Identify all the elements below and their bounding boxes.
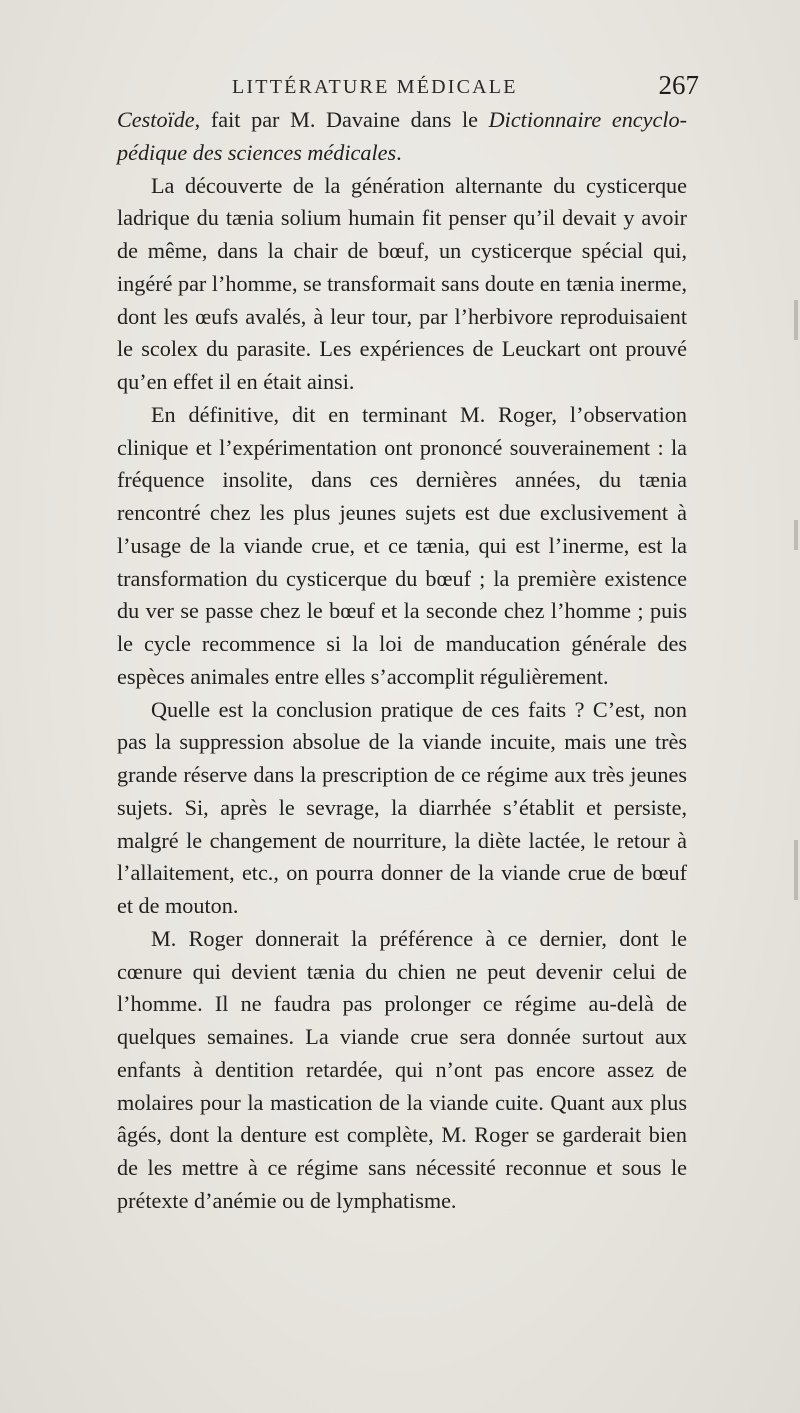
body-text xyxy=(117,104,687,1218)
paragraph-3: En définitive, dit en terminant M. Roger, l’observation clinique et l’expérimentation ont prononcé souverainement : la fréquence insolite, dans ces dernières années, du tænia rencontré chez les plus jeunes sujets est due exclusivement à l’usage de la viande crue, et ce tænia, qui est l’inerme, est la transformation du cysticerque du bœuf ; la première existence du ver se passe chez le bœuf et la seconde chez l’homme ; puis le cycle recommence si la loi de manducation générale des espèces animales entre elles s’accomplit régulièrement. xyxy=(117,401,687,689)
paragraph-1 xyxy=(117,104,687,170)
page-number: 267 xyxy=(658,70,699,100)
paragraph-1-text-b: . xyxy=(396,139,402,165)
paragraph-5: M. Roger donnerait la préférence à ce dernier, dont le cœnure qui devient tænia du chien ne peut devenir celui de l’homme. Il ne faudra pas prolonger ce régime au-delà de quelques semaines. La viande crue sera donnée surtout aux enfants à dentition retardée, qui n’ont pas encore assez de molaires pour la mastication de la viande cuite. Quant aux plus âgés, dont la denture est complète, M. Roger se garderait bien de les mettre à ce régime sans nécessité reconnue et sous le prétexte d’anémie ou de lymphatisme. xyxy=(117,925,687,1213)
page-edge-shadow xyxy=(794,840,798,900)
italic-dictionary-title: Dictionnaire encyclo-pédique des sciences médicales xyxy=(117,107,687,165)
page-edge-shadow xyxy=(794,300,798,340)
paragraph-4: Quelle est la conclusion pratique de ces faits ? C’est, non pas la suppression absolue de la viande incuite, mais une très grande réserve dans la prescription de ce régime aux très jeunes sujets. Si, après le sevrage, la diarrhée s’établit et persiste, malgré le changement de nourriture, la diète lactée, le retour à l’allaitement, etc., on pourra donner de la viande crue de bœuf et de mouton. xyxy=(117,696,687,918)
italic-term-cestoide: Cestoïde xyxy=(117,107,195,132)
page-edge-shadow xyxy=(794,520,798,550)
page-header xyxy=(117,68,707,102)
paragraph-2: La découverte de la génération alternante du cysticerque ladrique du tænia solium humain fit penser qu’il devait y avoir de même, dans la chair de bœuf, un cysticerque spécial qui, ingéré par l’homme, se transformait sans doute en tænia inerme, dont les œufs avalés, à leur tour, par l’herbivore reproduisaient le scolex du parasite. Les expériences de Leuckart ont prouvé qu’en effet il en était ainsi. xyxy=(117,172,687,394)
running-head: LITTÉRATURE MÉDICALE xyxy=(232,76,518,98)
paragraph-1-text-a: , fait par M. Davaine dans le xyxy=(194,107,489,132)
